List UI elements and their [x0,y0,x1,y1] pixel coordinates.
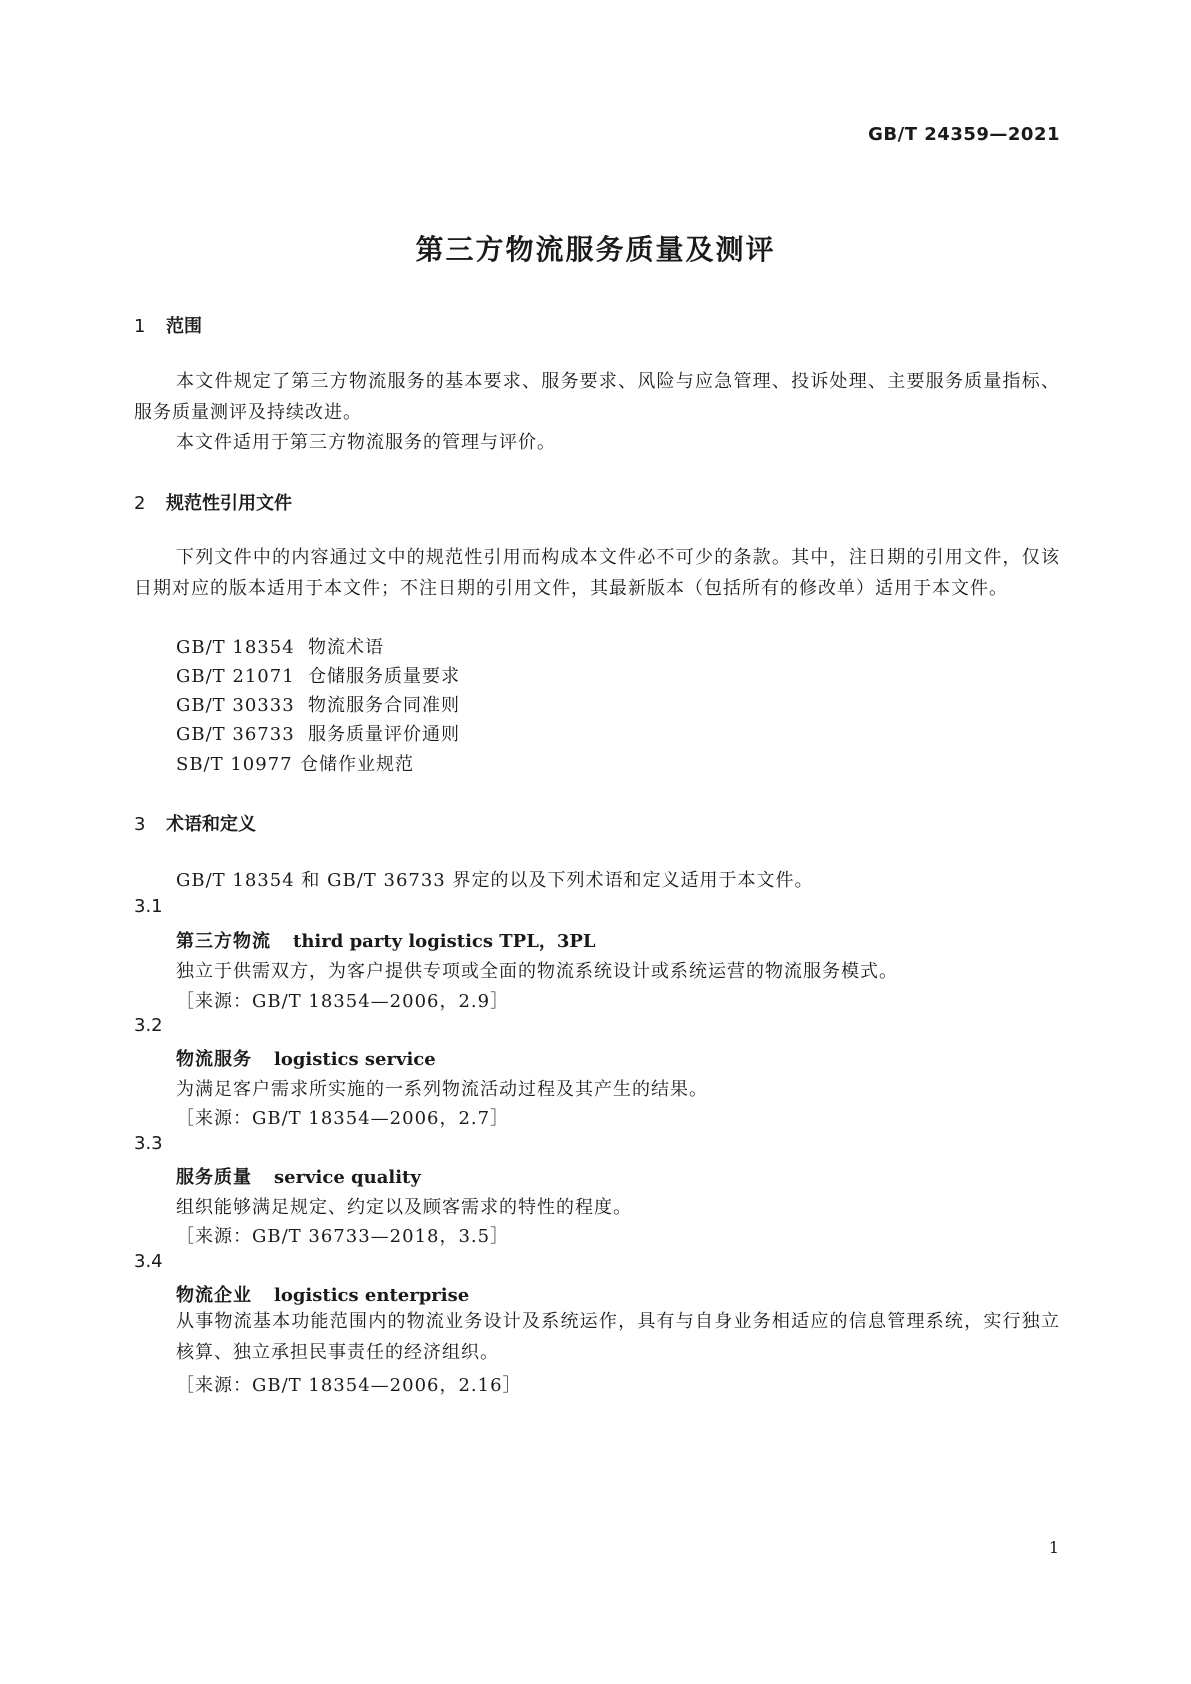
reference-name: 物流术语 [308,637,384,658]
section-heading-normative-references [134,489,292,515]
term-source: ［来源：GB/T 18354—2006，2.9］ [176,991,510,1012]
term-heading [176,1163,421,1189]
section-number: 1 [134,316,146,337]
reference-code: GB/T 21071 [176,666,295,687]
reference-code: GB/T 36733 [176,724,295,745]
term-chinese: 第三方物流 [176,931,271,952]
reference-name: 仓储作业规范 [300,754,414,775]
paragraph: GB/T 18354 和 GB/T 36733 界定的以及下列术语和定义适用于本文件。 [176,870,814,891]
reference-item [176,633,384,659]
reference-name: 仓储服务质量要求 [308,666,460,687]
term-chinese: 物流服务 [176,1049,252,1070]
section-heading-scope [134,312,202,338]
term-number: 3.4 [134,1251,163,1272]
term-definition: 独立于供需双方，为客户提供专项或全面的物流系统设计或系统运营的物流服务模式。 [176,961,898,982]
term-source: ［来源：GB/T 18354—2006，2.7］ [176,1108,510,1129]
term-chinese: 服务质量 [176,1167,252,1188]
paragraph: 本文件规定了第三方物流服务的基本要求、服务要求、风险与应急管理、投诉处理、主要服务质量指标、服务质量测评及持续改进。 [134,371,1060,423]
reference-code: GB/T 30333 [176,695,295,716]
term-number: 3.2 [134,1015,163,1036]
paragraph: 本文件适用于第三方物流服务的管理与评价。 [176,432,556,453]
paragraph: 下列文件中的内容通过文中的规范性引用而构成本文件必不可少的条款。其中，注日期的引用文件，仅该日期对应的版本适用于本文件；不注日期的引用文件，其最新版本（包括所有的修改单）适用于本文件。 [134,547,1060,599]
term-heading [176,1281,469,1307]
term-number: 3.3 [134,1133,163,1154]
page-number: 1 [1048,1538,1059,1557]
term-english: logistics service [274,1049,436,1070]
section-title: 规范性引用文件 [166,493,292,514]
reference-item [176,750,414,776]
reference-code: SB/T 10977 [176,754,293,775]
term-definition: 组织能够满足规定、约定以及顾客需求的特性的程度。 [176,1197,632,1218]
reference-name: 物流服务合同准则 [308,695,460,716]
section-title: 范围 [166,316,202,337]
reference-item [176,720,460,746]
term-heading [176,1045,436,1071]
term-english: third party logistics TPL，3PL [293,931,596,952]
reference-item [176,662,460,688]
term-source: ［来源：GB/T 18354—2006，2.16］ [176,1375,522,1396]
section-number: 2 [134,493,146,514]
term-heading [176,927,596,953]
term-english: logistics enterprise [274,1285,470,1306]
reference-code: GB/T 18354 [176,637,295,658]
term-number: 3.1 [134,896,163,917]
term-english: service quality [274,1167,421,1188]
standard-code: GB/T 24359—2021 [868,124,1060,145]
reference-name: 服务质量评价通则 [308,724,460,745]
term-definition: 从事物流基本功能范围内的物流业务设计及系统运作，具有与自身业务相适应的信息管理系统，实行独立核算、独立承担民事责任的经济组织。 [176,1311,1060,1363]
section-title: 术语和定义 [166,814,256,835]
reference-item [176,691,460,717]
document-title: 第三方物流服务质量及测评 [415,233,776,266]
term-source: ［来源：GB/T 36733—2018，3.5］ [176,1226,510,1247]
section-heading-terms-and-definitions [134,810,256,836]
section-number: 3 [134,814,146,835]
term-chinese: 物流企业 [176,1285,252,1306]
term-definition: 为满足客户需求所实施的一系列物流活动过程及其产生的结果。 [176,1079,708,1100]
